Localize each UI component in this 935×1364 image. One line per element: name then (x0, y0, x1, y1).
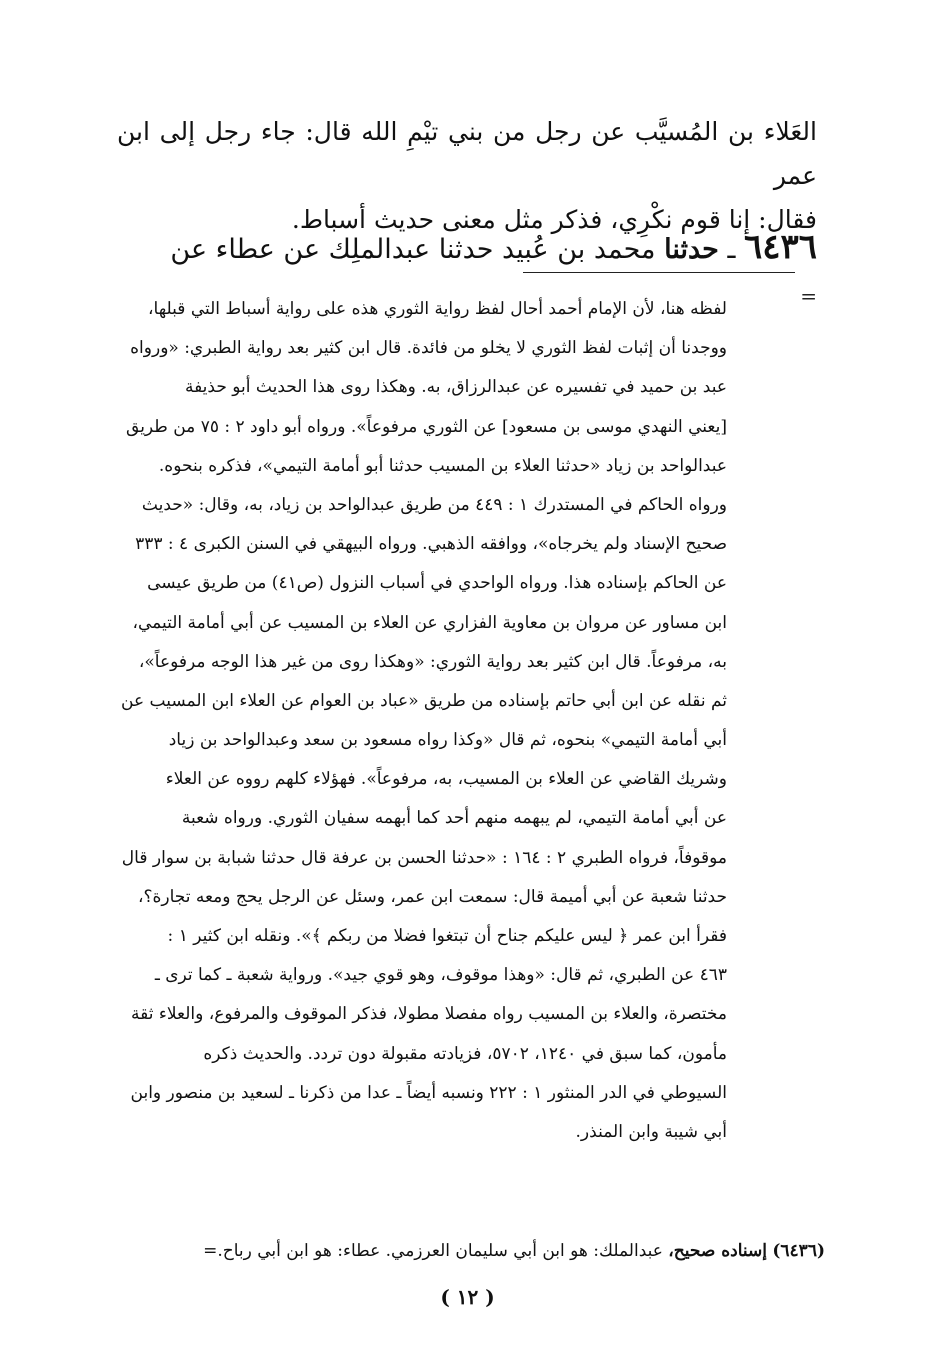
footnote-line: لفظه هنا، لأن الإمام أحمد أحال لفظ رواية الثوري هذه على رواية أسباط التي قبلها، (148, 299, 727, 319)
hadith-chain: محمد بن عُبيد حدثنا عبدالملِك عن عطاء عن (170, 234, 665, 265)
sub-footnote-number: (٦٤٣٦) (772, 1241, 825, 1261)
footnote-line: عبد بن حميد في تفسيره عن عبدالرزاق، به. وهكذا روى هذا الحديث أبو حذيفة (184, 377, 727, 398)
hadith-lead-word: حدثنا (664, 234, 719, 265)
hadith-heading (117, 222, 817, 275)
footnote-line: وشريك القاضي عن العلاء بن المسيب، به، مرفوعاً». فهؤلاء كلهم رووه عن العلاء (165, 769, 727, 790)
sub-footnote (105, 1232, 825, 1270)
hadith-number: ٦٤٣٦ (743, 227, 817, 267)
footnote-line: مأمون، كما سبق في ١٢٤٠، ٥٧٠٢، فزيادته مقبولة دون تردد. والحديث ذكره (203, 1043, 727, 1064)
footnote-line: السيوطي في الدر المنثور ١ : ٢٢٢ ونسبه أيضاً ـ عدا من ذكرنا ـ لسعيد بن منصور وابن (130, 1082, 727, 1103)
footnote-line: عبدالواحد بن زياد «حدثنا العلاء بن المسيب حدثنا أبو أمامة التيمي»، فذكره بنحوه. (158, 455, 727, 476)
footnote-line: به، مرفوعاً. قال ابن كثير بعد رواية الثوري: «وهكذا روى من غير هذا الوجه مرفوعاً»، (138, 651, 727, 672)
footnote-line: مختصرة، والعلاء بن المسيب رواه مفصلا مطولا، فذكر الموقوف والمرفوع، والعلاء ثقة (131, 1004, 727, 1025)
sub-footnote-text: عبدالملك: هو ابن أبي سليمان العرزمي. عطاء: هو ابن أبي رباح.= (203, 1241, 669, 1261)
footnote-line: أبي أمامة التيمي» بنحوه، ثم قال «وكذا رواه مسعود بن سعد وعبدالواحد بن زياد (168, 730, 727, 751)
footnote-line: صحيح الإسناد ولم يخرجاه»، ووافقه الذهبي. ورواه البيهقي في السنن الكبرى ٤ : ٣٣٣ (135, 534, 727, 555)
main-text-line: فقال: إنا قوم نكْرِي، فذكر مثل معنى حديث أسباط. (291, 205, 817, 234)
footnote-line: أبي شيبة وابن المنذر. (575, 1121, 727, 1142)
footnote-line: ووجدنا أن إثبات لفظ الثوري لا يخلو من فائدة. قال ابن كثير بعد رواية الطبري: «ورواه (130, 338, 727, 359)
footnote-line: حدثنا شعبة عن أبي أميمة قال: سمعت ابن عمر، وسئل عن الرجل يحج ومعه تجارة؟، (137, 886, 727, 907)
footnote-line: [يعني النهدي موسى بن مسعود] عن الثوري مرفوعاً». ورواه أبو داود ٢ : ٧٥ من طريق (126, 416, 727, 437)
main-text-line: العَلاء بن المُسيَّب عن رجل من بني تيْمِ الله قال: جاء رجل إلى ابن عمر (117, 117, 817, 190)
footnote-separator (523, 272, 795, 273)
footnote-line: موقوفاً، فرواه الطبري ٢ : ١٦٤ : «حدثنا الحسن بن عرفة قال حدثنا شبابة بن سوار قال (121, 847, 727, 868)
hadith-dash: ـ (718, 234, 744, 265)
page-number: ( ١٢ ) (440, 1285, 495, 1309)
footnote-line: عن الحاكم بإسناده هذا. ورواه الواحدي في أسباب النزول (ص٤١) من طريق عيسى (147, 573, 727, 594)
footnote-line: ٤٦٣ عن الطبري، ثم قال: «وهذا موقوف، وهو قوي جيد». ورواية شعبة ـ كما ترى ـ (154, 965, 727, 986)
footnote-block (121, 290, 727, 1152)
footnote-line: عن أبي أمامة التيمي، لم يبهمه منهم أحد كما أبهمه سفيان الثوري. ورواه شعبة (181, 808, 727, 829)
footnote-line: ورواه الحاكم في المستدرك ١ : ٤٤٩ من طريق عبدالواحد بن زياد، به، وقال: «حديث (141, 494, 727, 515)
footnote-line: فقرأ ابن عمر ﴿ ليس عليكم جناح أن تبتغوا فضلا من ربكم ﴾». ونقله ابن كثير ١ : (167, 926, 727, 946)
footnote-line: ثم نقله عن ابن أبي حاتم بإسناده من طريق «عباد بن العوام عن العلاء ابن المسيب عن (121, 690, 727, 711)
continuation-mark: = (800, 284, 817, 308)
sub-footnote-grade: إسناده صحيح، (668, 1241, 767, 1261)
footnote-line: ابن مساور عن مروان بن معاوية الفزاري عن العلاء بن المسيب عن أبي أمامة التيمي، (132, 612, 727, 633)
